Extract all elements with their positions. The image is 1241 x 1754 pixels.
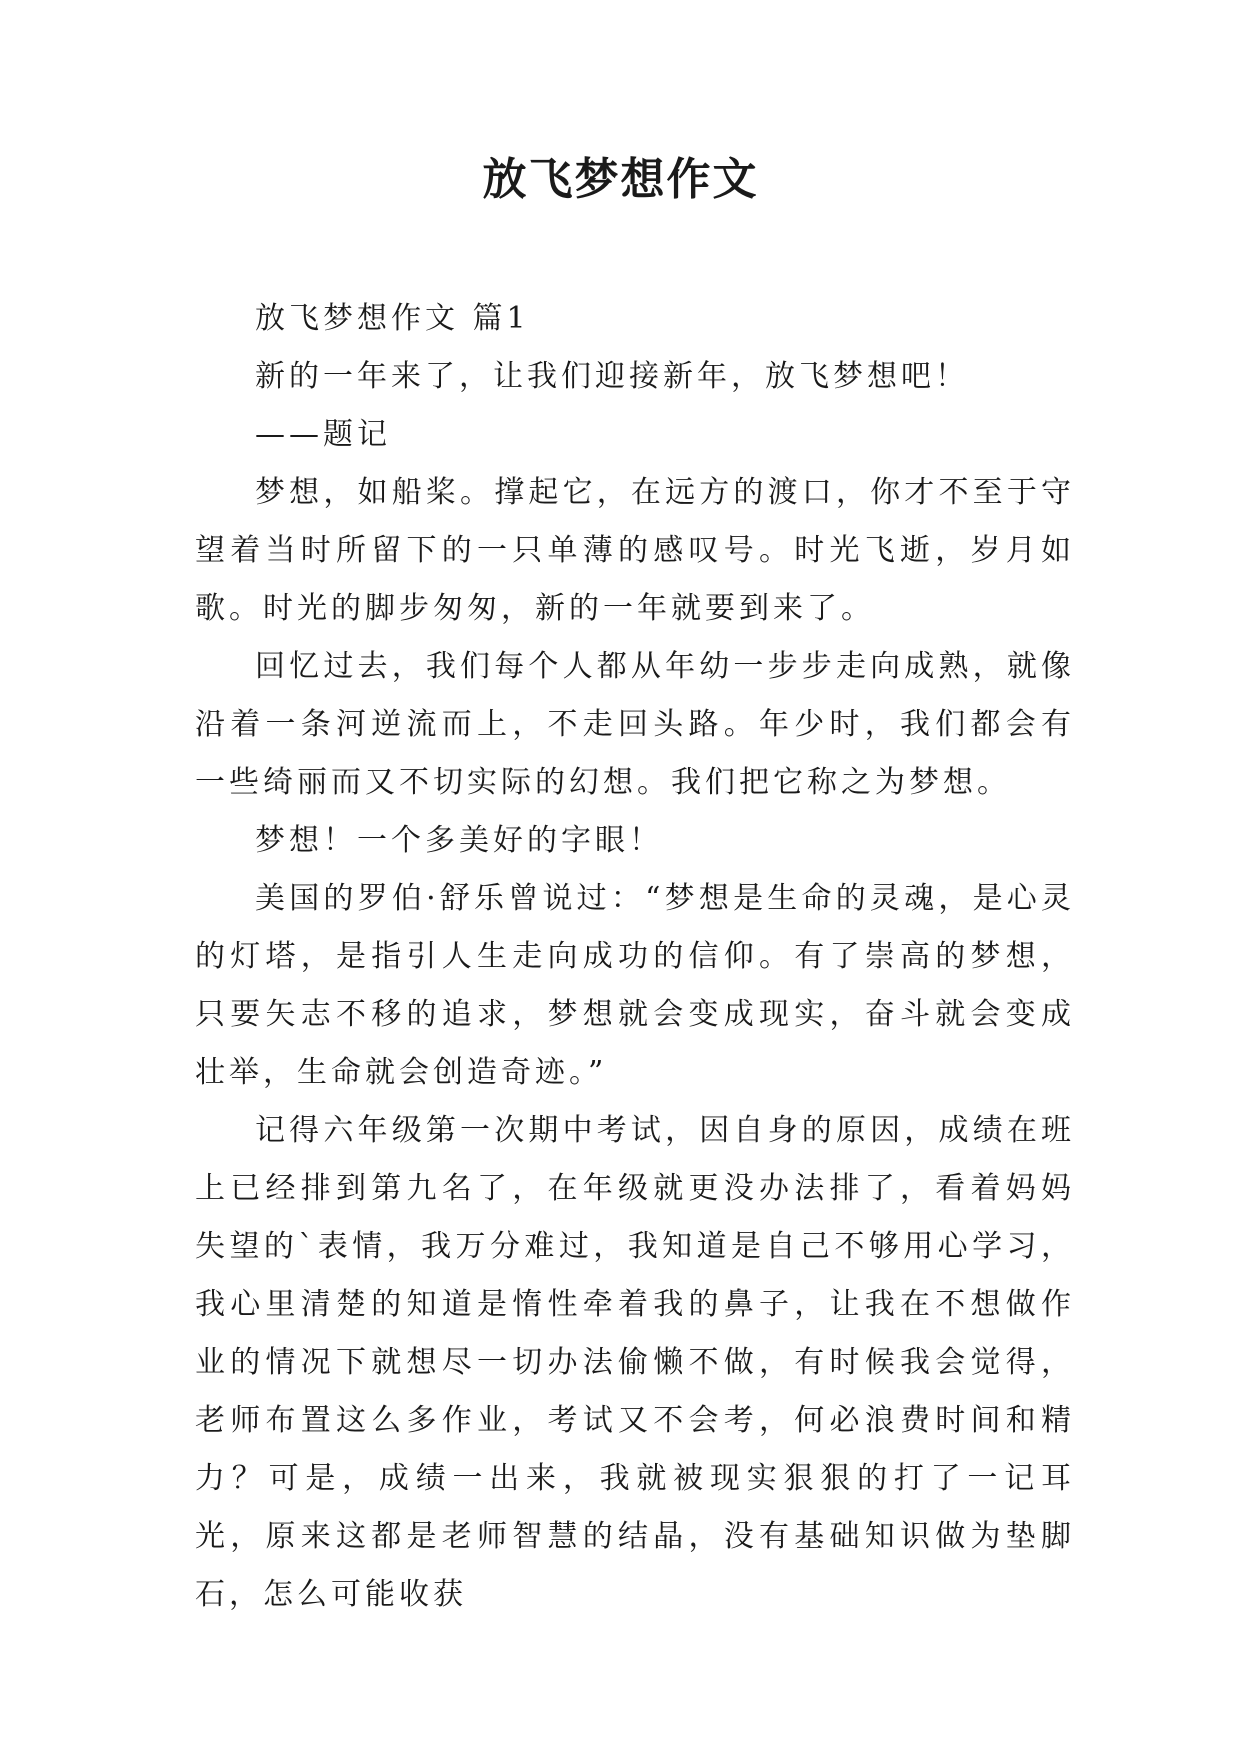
body-paragraph: 回忆过去，我们每个人都从年幼一步步走向成熟，就像沿着一条河逆流而上，不走回头路。年少时，我们都会有一些绮丽而又不切实际的幻想。我们把它称之为梦想。: [195, 649, 1075, 800]
body-paragraph: 记得六年级第一次期中考试，因自身的原因，成绩在班上已经排到第九名了，在年级就更没办法排了，看着妈妈失望的`表情，我万分难过，我知道是自己不够用心学习，我心里清楚的知道是惰性牵着我的鼻子，让我在不想做作业的情况下就想尽一切办法偷懒不做，有时候我会觉得，老师布置这么多作业，考试又不会考，何必浪费时间和精力？可是，成绩一出来，我就被现实狠狠的打了一记耳光，原来这都是老师智慧的结晶，没有基础知识做为垫脚石，怎么可能收获: [195, 1113, 1075, 1612]
document-title: 放飞梦想作文: [482, 154, 759, 205]
essay-heading: 放飞梦想作文 篇1: [255, 301, 530, 336]
body-paragraph: 梦想，如船桨。撑起它，在远方的渡口，你才不至于守望着当时所留下的一只单薄的感叹号。时光飞逝，岁月如歌。时光的脚步匆匆，新的一年就要到来了。: [195, 475, 1075, 626]
epigraph: 新的一年来了，让我们迎接新年，放飞梦想吧！: [255, 359, 969, 394]
body-paragraph: 梦想！一个多美好的字眼！: [255, 823, 663, 858]
epigraph-attribution: ——题记: [255, 417, 391, 452]
document-body: [195, 290, 1075, 1624]
body-paragraph: 美国的罗伯·舒乐曾说过：“梦想是生命的灵魂，是心灵的灯塔，是指引人生走向成功的信仰。有了崇高的梦想，只要矢志不移的追求，梦想就会变成现实，奋斗就会变成壮举，生命就会创造奇迹。”: [195, 881, 1075, 1090]
